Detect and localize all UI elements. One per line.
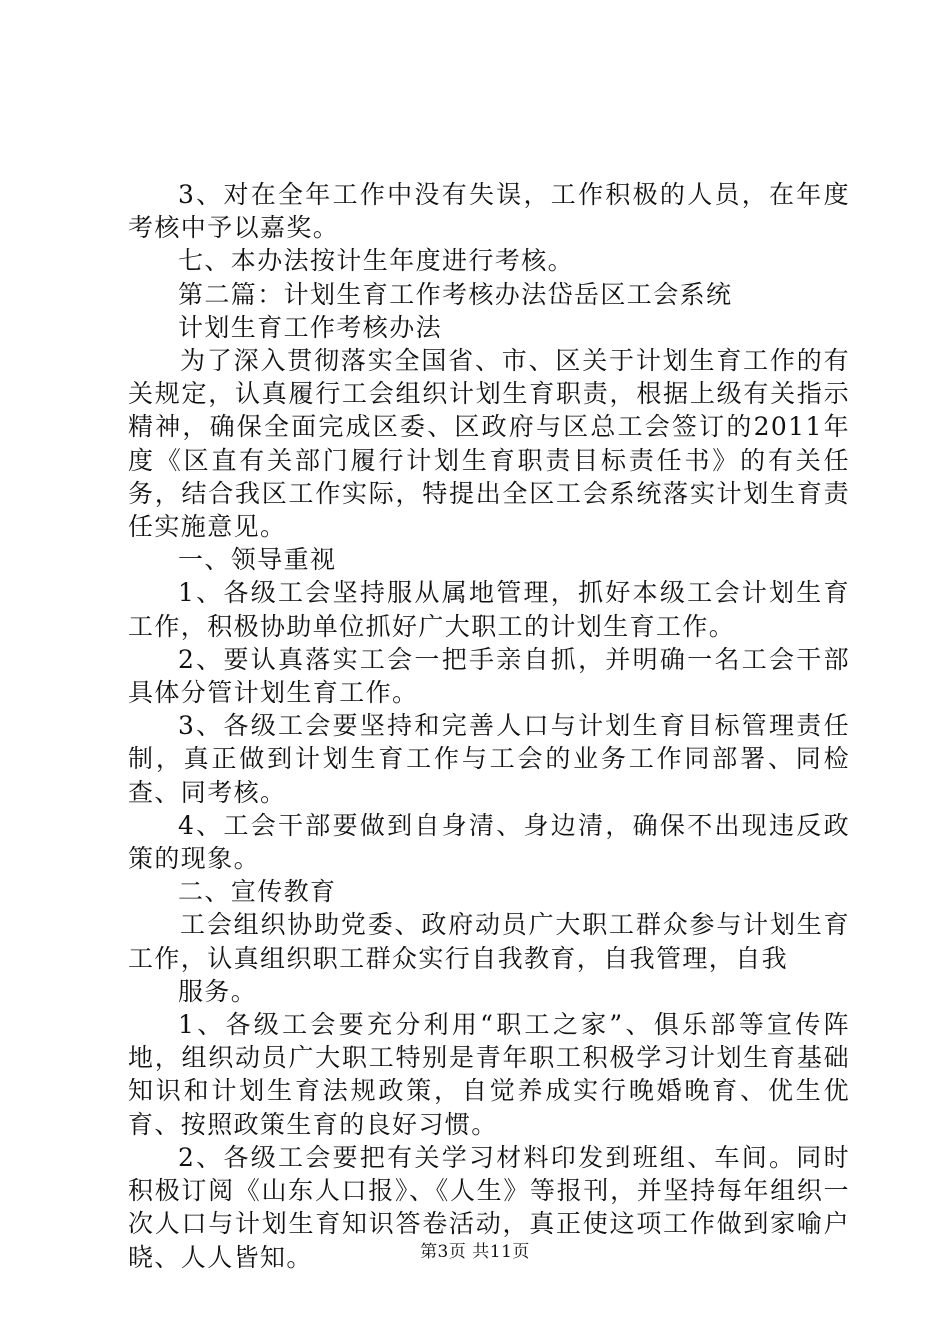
paragraph-method-title: 计划生育工作考核办法 [178, 312, 443, 342]
paragraph-publicity-intro-cont: 服务。 [178, 976, 258, 1006]
page-number-footer: 第3页 共11页 [420, 1242, 530, 1262]
paragraph-publicity-intro: 工会组织协助党委、政府动员广大职工群众参与计划生育工作，认真组织职工群众实行自我教育，自我管理，自我 [128, 910, 850, 973]
paragraph-leadership-1: 1、各级工会坚持服从属地管理，抓好本级工会计划生育工作，积极协助单位抓好广大职工的计划生育工作。 [128, 578, 850, 641]
paragraph-publicity-1: 1、各级工会要充分利用“职工之家”、俱乐部等宣传阵地，组织动员广大职工特别是青年职工积极学习计划生育基础知识和计划生育法规政策，自觉养成实行晚婚晚育、优生优育、按照政策生育的良好习惯。 [128, 1010, 850, 1139]
heading-publicity: 二、宣传教育 [178, 877, 337, 907]
paragraph-reward: 3、对在全年工作中没有失误，工作积极的人员，在年度考核中予以嘉奖。 [128, 180, 850, 243]
paragraph-chapter-2-title: 第二篇：计划生育工作考核办法岱岳区工会系统 [178, 279, 733, 309]
paragraph-leadership-3: 3、各级工会要坚持和完善人口与计划生育目标管理责任制，真正做到计划生育工作与工会的业务工作同部署、同检查、同考核。 [128, 711, 850, 807]
paragraph-intro: 为了深入贯彻落实全国省、市、区关于计划生育工作的有关规定，认真履行工会组织计划生育职责，根据上级有关指示精神，确保全面完成区委、区政府与区总工会签订的2011年度《区直有关部门履行计划生育职责目标责任书》的有关任务，结合我区工作实际，特提出全区工会系统落实计划生育责任实施意见。 [128, 346, 850, 542]
paragraph-section-7: 七、本办法按计生年度进行考核。 [178, 246, 575, 276]
paragraph-leadership-2: 2、要认真落实工会一把手亲自抓，并明确一名工会干部具体分管计划生育工作。 [128, 644, 850, 708]
heading-leadership: 一、领导重视 [178, 545, 337, 575]
paragraph-publicity-2: 2、各级工会要把有关学习材料印发到班组、车间。同时积极订阅《山东人口报》、《人生》等报刊，并坚持每年组织一次人口与计划生育知识答卷活动，真正使这项工作做到家喻户晓、人人皆知。 [128, 1142, 850, 1272]
document-body [128, 178, 850, 1274]
paragraph-leadership-4: 4、工会干部要做到自身清、身边清，确保不出现违反政策的现象。 [128, 810, 850, 874]
